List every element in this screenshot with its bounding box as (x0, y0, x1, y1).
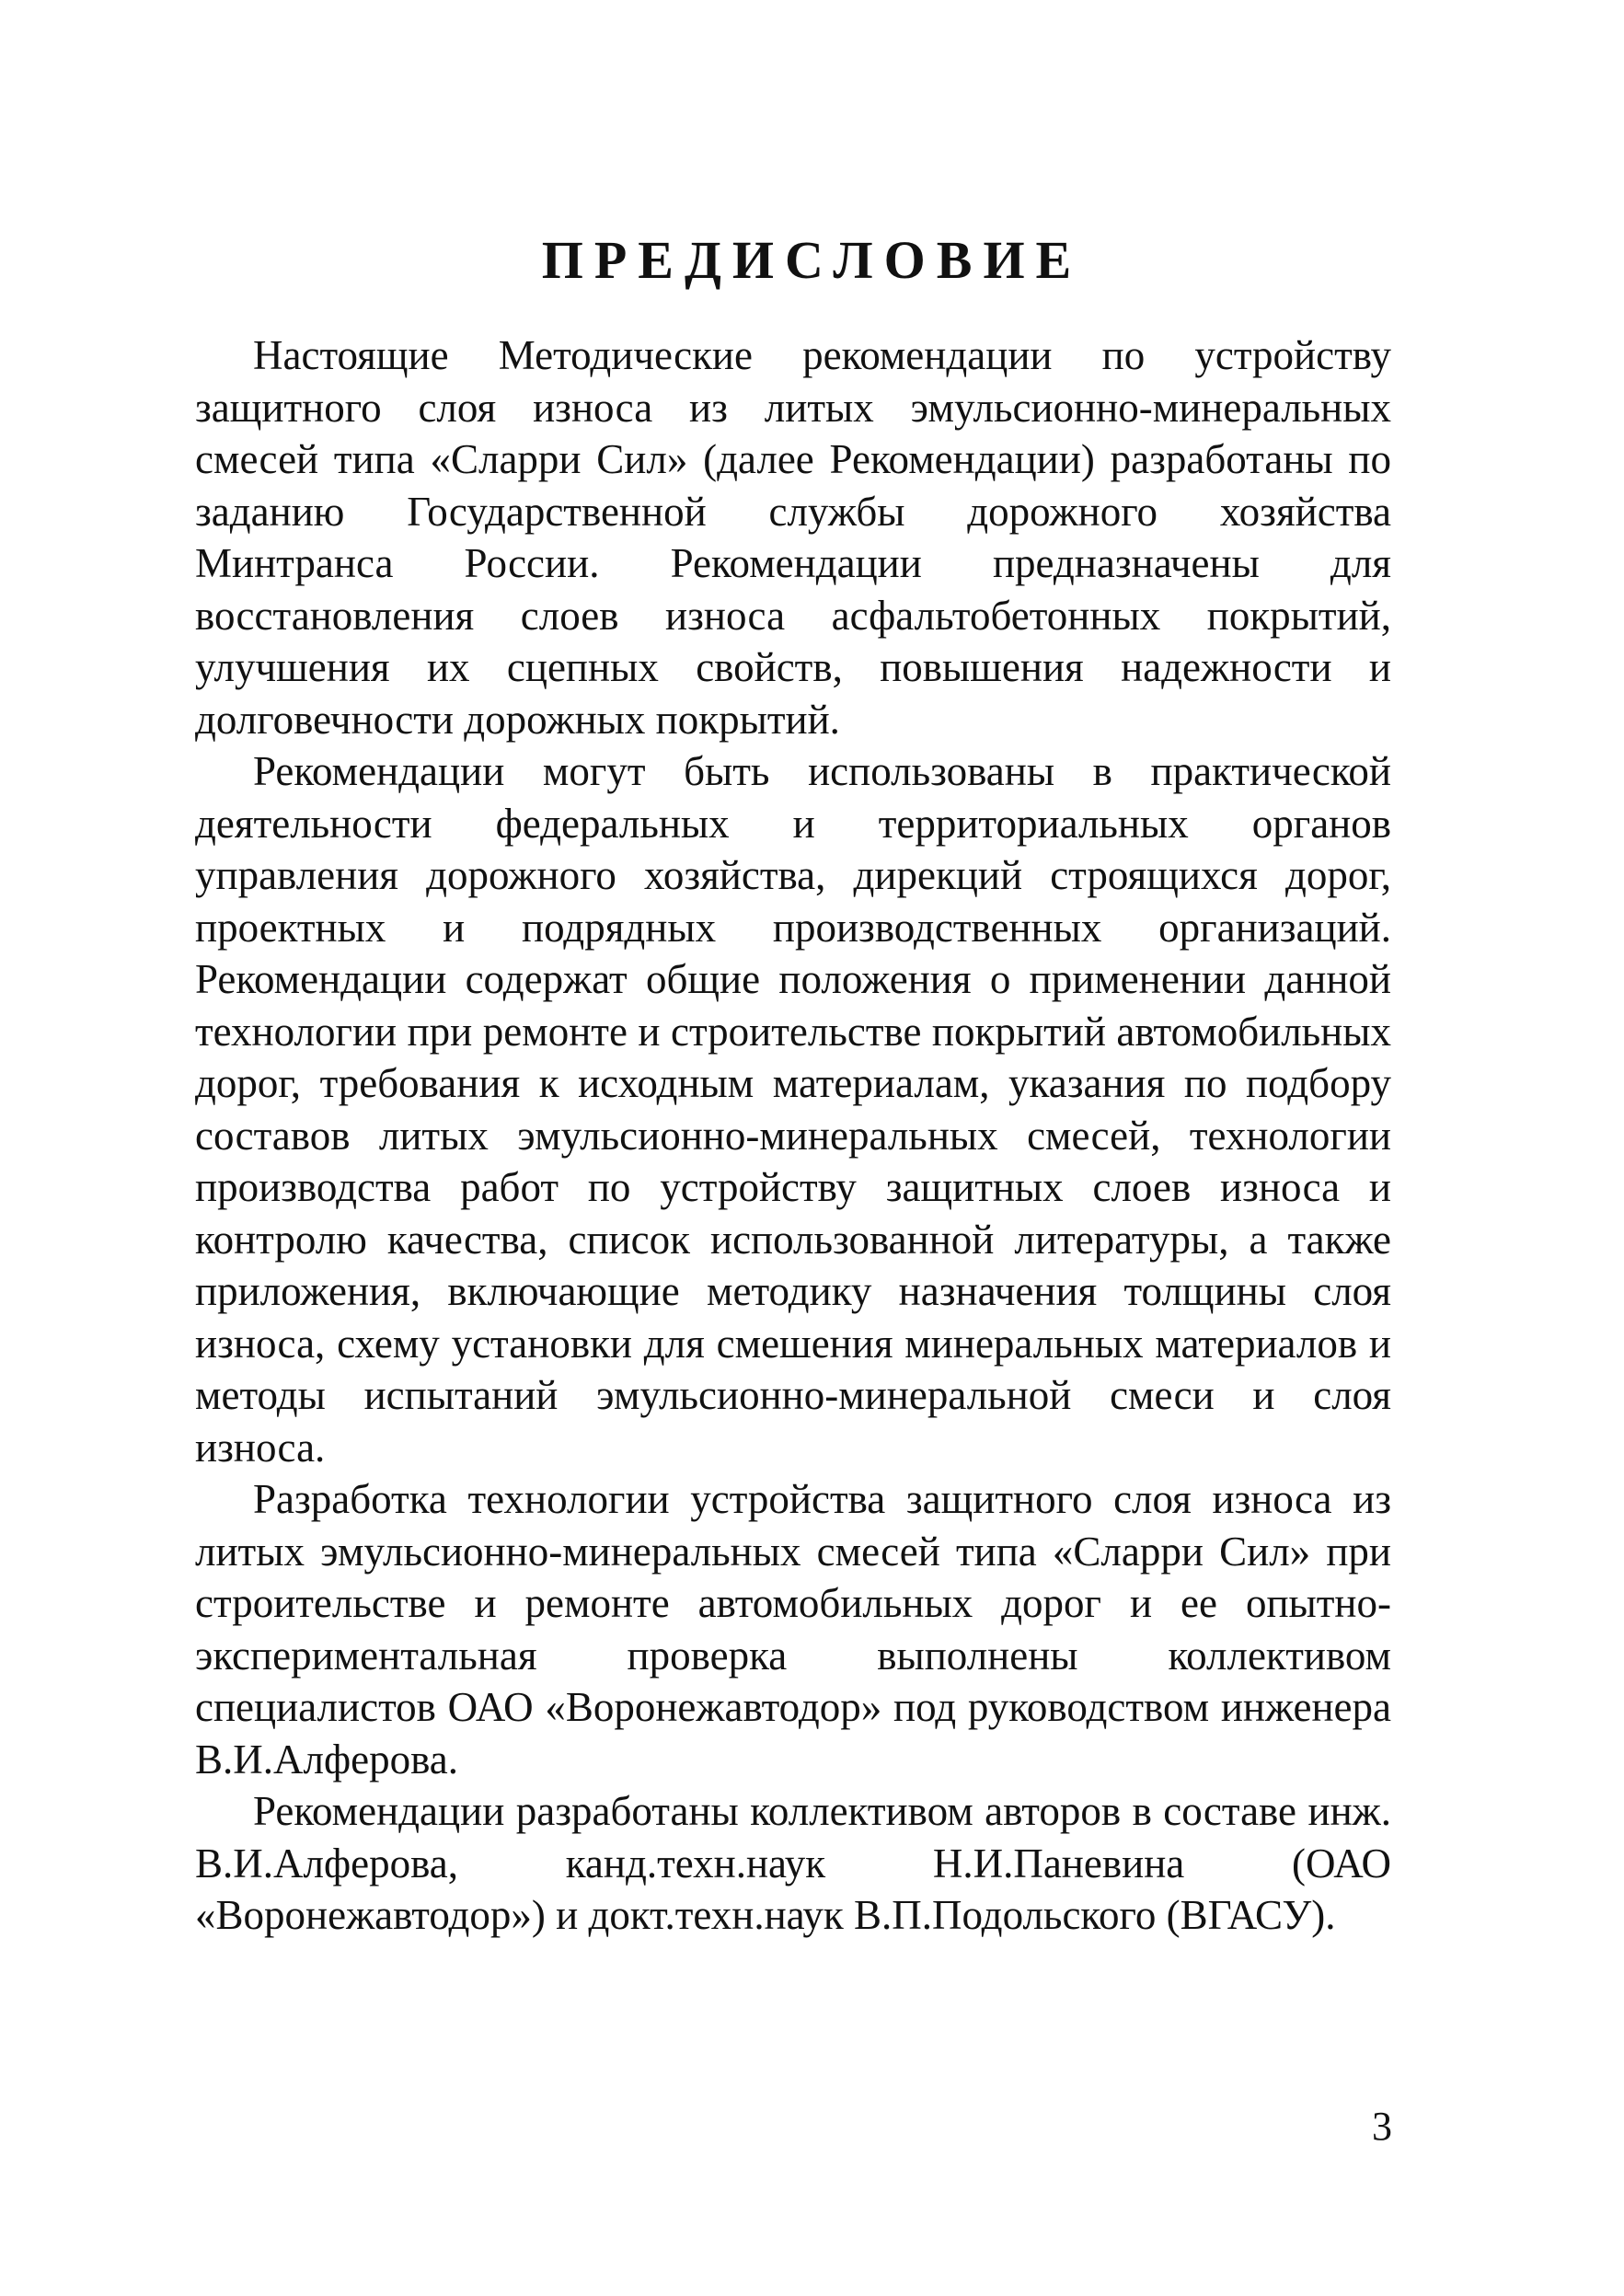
page-title: ПРЕДИСЛОВИЕ (541, 230, 1083, 290)
paragraph-authors: Рекомендации разработаны коллективом авторов в составе инж. В.И.Алферова, канд.техн.наук Н.И.Паневина (ОАО «Воронежавтодор») и докт.техн.наук В.П.Подольского (ВГАСУ). (195, 1788, 1391, 1938)
paragraph-development: Разработка технологии устройства защитного слоя износа из литых эмульсионно-минеральных смесей типа «Сларри Сил» при строительстве и ремонте автомобильных дорог и ее опытно-экспериментальная проверка выполнены коллективом специалистов ОАО «Воронежавтодор» под руководством инженера В.И.Алферова. (195, 1476, 1391, 1783)
paragraph-purpose: Настоящие Методические рекомендации по устройству защитного слоя износа из литых эмульсионно-минеральных смесей типа «Сларри Сил» (далее Рекомендации) разработаны по заданию Государственной службы дорожного хозяйства Минтранса России. Рекомендации предназначены для восстановления слоев износа асфальтобетонных покрытий, улучшения их сцепных свойств, повышения надежности и долговечности дорожных покрытий. (195, 332, 1391, 743)
page-number: 3 (1372, 2104, 1392, 2149)
paragraph-usage: Рекомендации могут быть использованы в практической деятельности федеральных и территориальных органов управления дорожного хозяйства, дирекций строящихся дорог, проектных и подрядных производственных организаций. Рекомендации содержат общие положения о применении данной технологии при ремонте и строительстве покрытий автомобильных дорог, требования к исходным материалам, указания по подбору составов литых эмульсионно-минеральных смесей, технологии производства работ по устройству защитных слоев износа и контролю качества, список использованной литературы, а также приложения, включающие методику назначения толщины слоя износа, схему установки для смешения минеральных материалов и методы испытаний эмульсионно-минеральной смеси и слоя износа. (195, 748, 1391, 1471)
body-text (195, 329, 1391, 1942)
